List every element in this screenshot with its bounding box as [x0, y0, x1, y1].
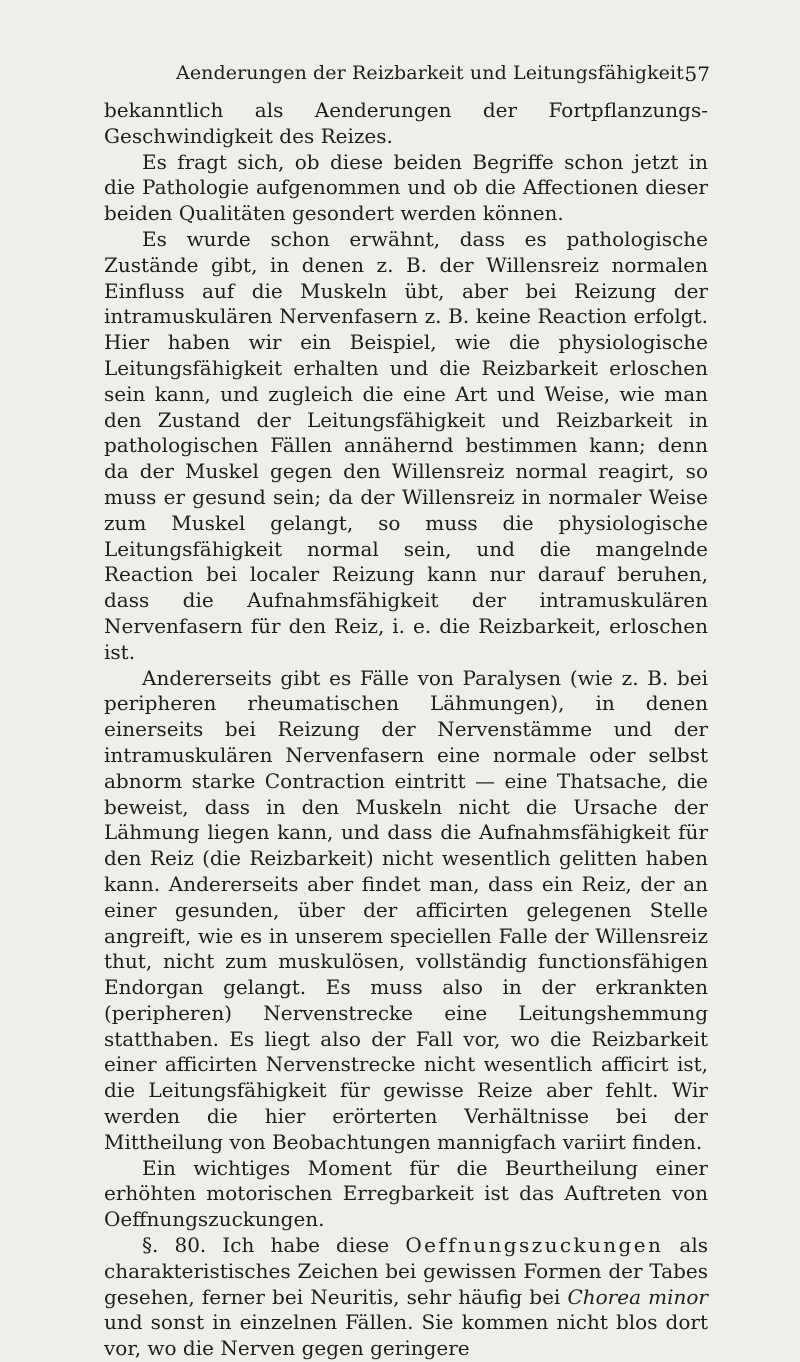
paragraph-2: Es fragt sich, ob diese beiden Begriffe schon jetzt in die Pathologie aufgenommen und ob die Affectionen dieser beiden Qualitäten gesondert werden können. — [104, 149, 708, 226]
paragraph-5: Ein wichtiges Moment für die Beurtheilung einer erhöhten motorischen Erregbarkeit ist das Auftreten von Oeffnungszuckungen. — [104, 1155, 708, 1232]
paragraph-1: bekanntlich als Aenderungen der Fortpflanzungs-Geschwindigkeit des Reizes. — [104, 98, 708, 148]
italic-term: Chorea minor — [567, 1284, 708, 1309]
body-text — [104, 98, 708, 1362]
paragraph-3: Es wurde schon erwähnt, dass es pathologische Zustände gibt, in denen z. B. der Willensreiz normalen Einfluss auf die Muskeln übt, aber bei Reizung der intramuskulären Nervenfasern z. B. keine Reaction erfolgt. Hier haben wir ein Beispiel, wie die physiologische Leitungsfähigkeit erhalten und die Reizbarkeit erloschen sein kann, und zugleich die eine Art und Weise, wie man den Zustand der Leitungsfähigkeit und Reizbarkeit in pathologischen Fällen annähernd bestimmen kann; denn da der Muskel gegen den Willensreiz normal reagirt, so muss er gesund sein; da der Willensreiz in normaler Weise zum Muskel gelangt, so muss die physiologische Leitungsfähigkeit normal sein, und die mangelnde Reaction bei localer Reizung kann nur darauf beruhen, dass die Aufnahmsfähigkeit der intramuskulären Nervenfasern für den Reiz, i. e. die Reizbarkeit, erloschen ist. — [104, 226, 708, 664]
paragraph-6-text-b: als charakteristisches Zeichen bei gewissen Formen der Tabes gesehen, ferner bei Neuritis, sehr häufig bei — [104, 1233, 708, 1309]
paragraph-6 — [104, 1233, 708, 1362]
page-number: 57 — [684, 62, 710, 86]
paragraph-6-text-c: und sonst in einzelnen Fällen. Sie kommen nicht blos dort vor, wo die Nerven gegen geringere — [104, 1310, 708, 1361]
section-mark: §. 80. — [142, 1233, 207, 1258]
running-head — [100, 62, 710, 92]
paragraph-4: Andererseits gibt es Fälle von Paralysen (wie z. B. bei peripheren rheumatischen Lähmungen), in denen einerseits bei Reizung der Nervenstämme und der intramuskulären Nervenfasern eine normale oder selbst abnorm starke Contraction eintritt — eine Thatsache, die beweist, dass in den Muskeln nicht die Ursache der Lähmung liegen kann, und dass die Aufnahmsfähigkeit für den Reiz (die Reizbarkeit) nicht wesentlich gelitten haben kann. Andererseits aber findet man, dass ein Reiz, der an einer gesunden, über der afficirten gelegenen Stelle angreift, wie es in unserem speciellen Falle der Willensreiz thut, nicht zum muskulösen, vollständig functionsfähigen Endorgan gelangt. Es muss also in der erkrankten (peripheren) Nervenstrecke eine Leitungshemmung statthaben. Es liegt also der Fall vor, wo die Reizbarkeit einer afficirten Nervenstrecke nicht wesentlich afficirt ist, die Leitungsfähigkeit für gewisse Reize aber fehlt. Wir werden die hier erörterten Verhältnisse bei der Mittheilung von Beobachtungen mannigfach variirt finden. — [104, 665, 708, 1154]
paragraph-6-text-a: Ich habe diese — [206, 1233, 406, 1258]
running-title: Aenderungen der Reizbarkeit und Leitungsfähigkeit. — [176, 62, 691, 84]
spaced-term: Oeffnungszuckungen — [405, 1233, 664, 1258]
